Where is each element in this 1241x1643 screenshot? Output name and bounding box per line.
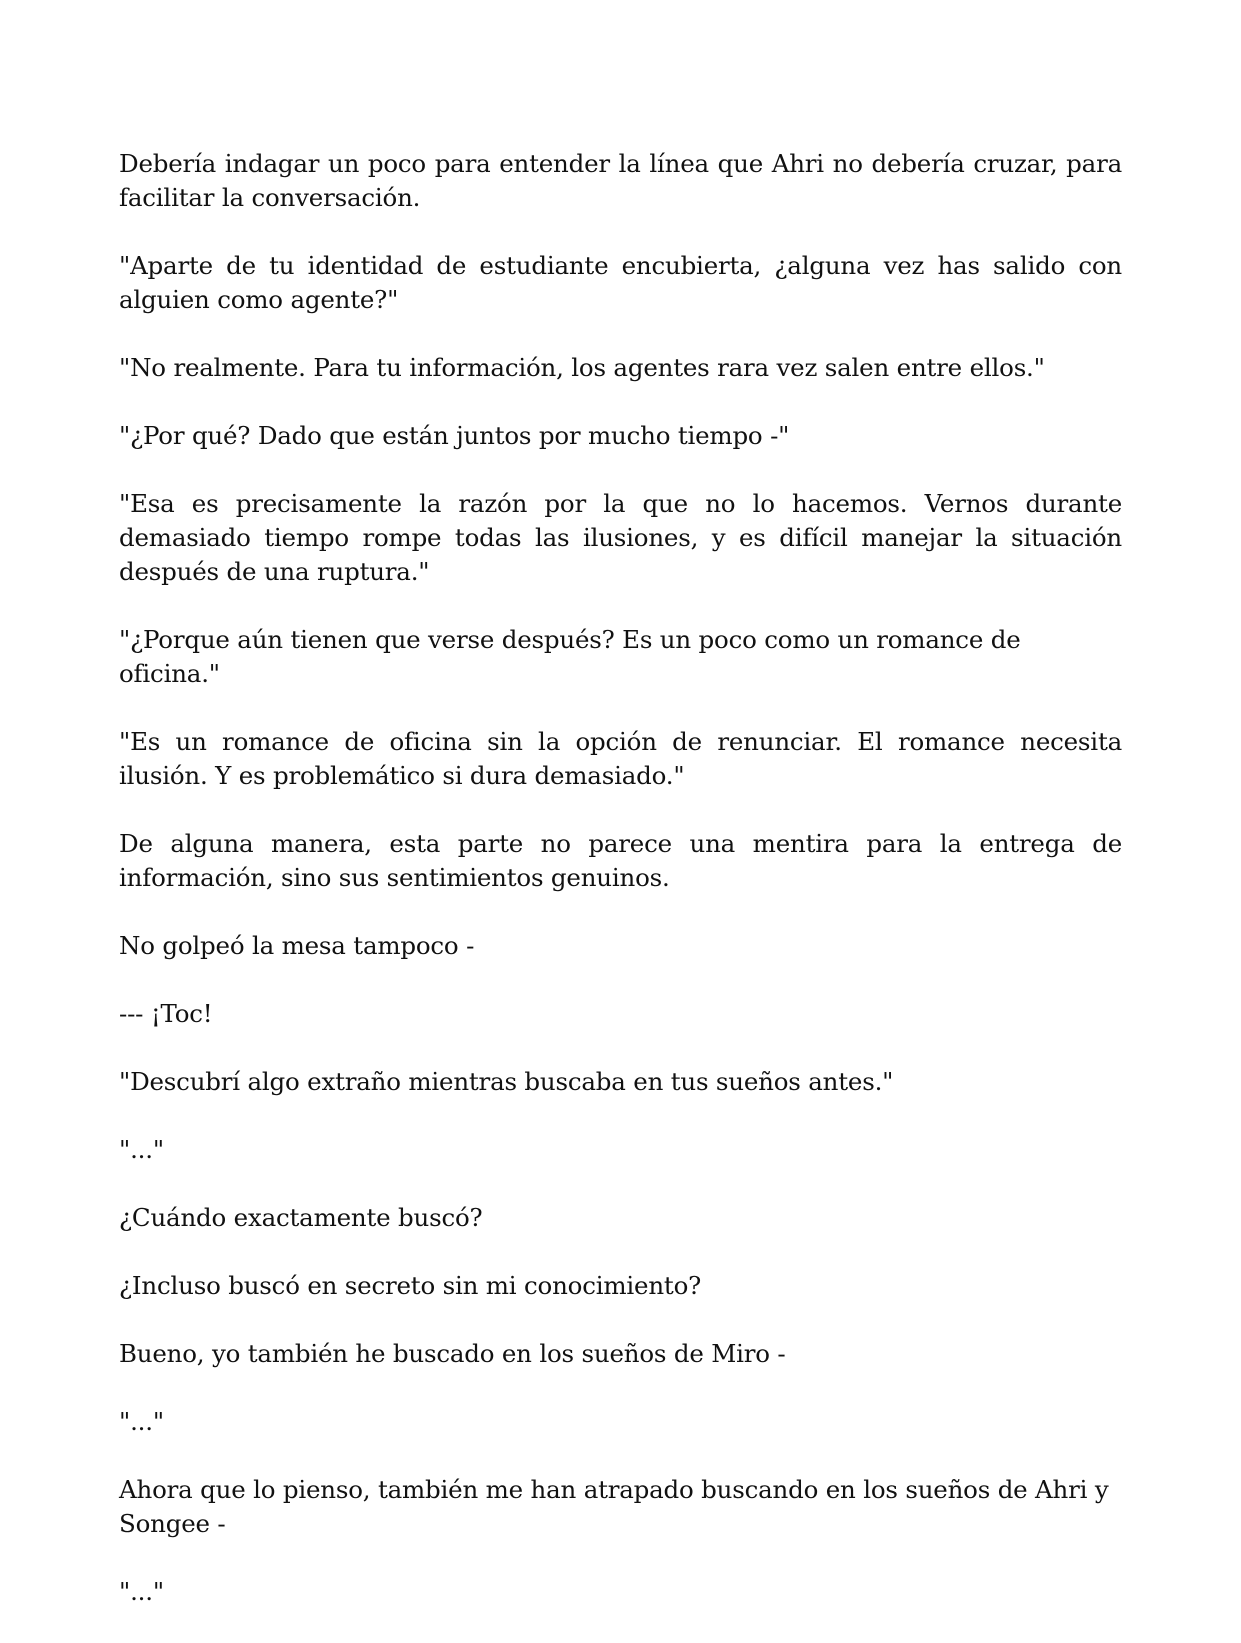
paragraph: Bueno, yo también he buscado en los sueños de Miro - [119, 1339, 786, 1368]
document-page [119, 147, 1122, 1643]
paragraph: "¿Porque aún tienen que verse después? Es un poco como un romance de oficina." [119, 625, 1021, 688]
paragraph: Debería indagar un poco para entender la línea que Ahri no debería cruzar, para facilitar la conversación. [119, 149, 1122, 212]
paragraph: ¿Cuándo exactamente buscó? [119, 1203, 483, 1232]
paragraph: "No realmente. Para tu información, los agentes rara vez salen entre ellos." [119, 353, 1045, 382]
paragraph: No golpeó la mesa tampoco - [119, 931, 475, 960]
paragraph: "..." [119, 1577, 164, 1606]
paragraph: Ahora que lo pienso, también me han atrapado buscando en los sueños de Ahri y Songee - [119, 1475, 1109, 1538]
paragraph: "Aparte de tu identidad de estudiante encubierta, ¿alguna vez has salido con alguien como agente?" [119, 251, 1122, 314]
paragraph: "¿Por qué? Dado que están juntos por mucho tiempo -" [119, 421, 790, 450]
paragraph: ¿Incluso buscó en secreto sin mi conocimiento? [119, 1271, 702, 1300]
paragraph: "..." [119, 1407, 164, 1436]
paragraph: --- ¡Toc! [119, 999, 213, 1028]
paragraph: "Esa es precisamente la razón por la que no lo hacemos. Vernos durante demasiado tiempo rompe todas las ilusiones, y es difícil manejar la situación después de una ruptura." [119, 489, 1122, 586]
paragraph: "Es un romance de oficina sin la opción de renunciar. El romance necesita ilusión. Y es problemático si dura demasiado." [119, 727, 1122, 790]
paragraph: "Descubrí algo extraño mientras buscaba en tus sueños antes." [119, 1067, 894, 1096]
paragraph: "..." [119, 1135, 164, 1164]
paragraph: De alguna manera, esta parte no parece una mentira para la entrega de información, sino sus sentimientos genuinos. [119, 829, 1122, 892]
